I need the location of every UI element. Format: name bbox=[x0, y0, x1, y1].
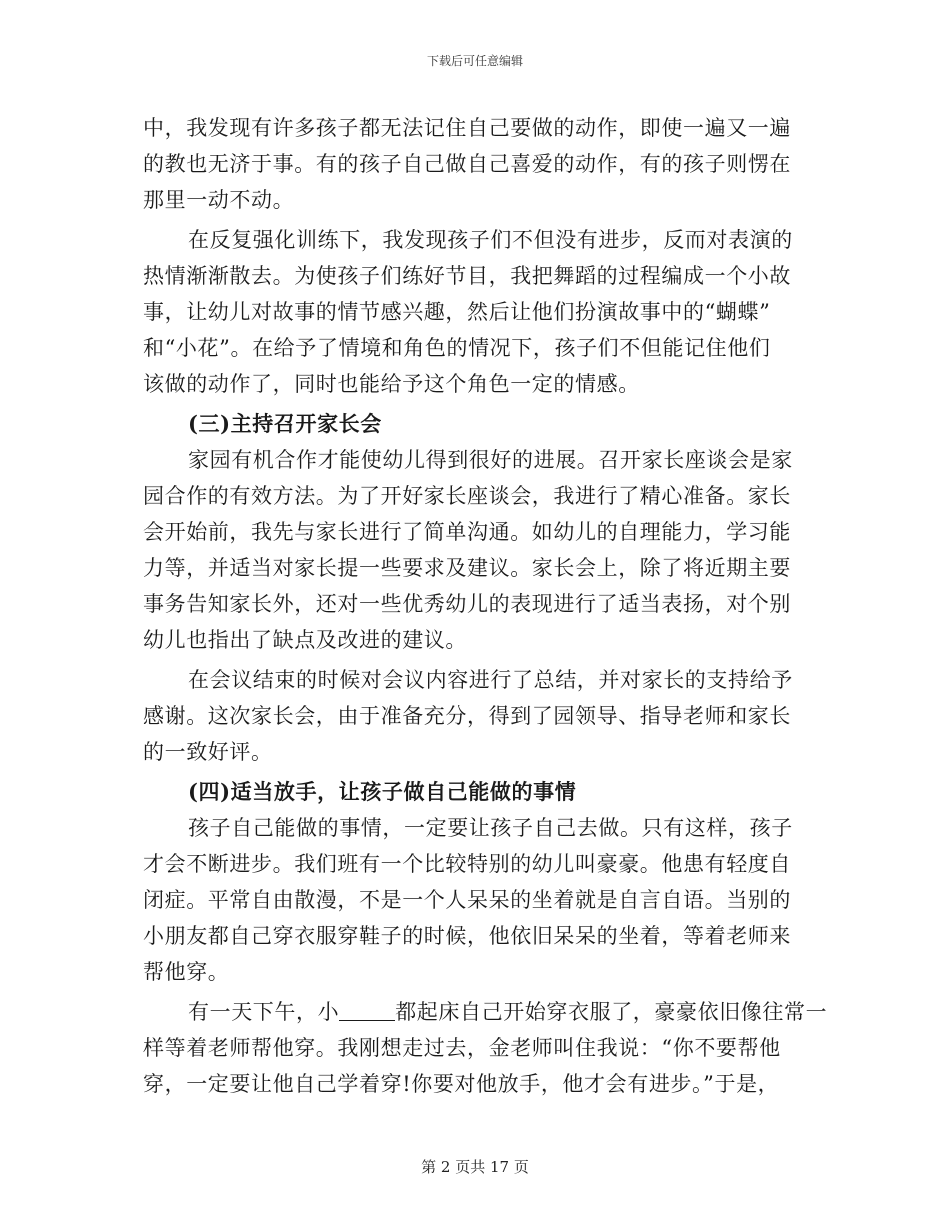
paragraph-first-line: 在会议结束的时候对会议内容进行了总结，并对家长的支持给予 bbox=[188, 668, 793, 692]
section-heading: (三)主持召开家长会 bbox=[188, 411, 382, 436]
text-line: 事务告知家长外，还对一些优秀幼儿的表现进行了适当表扬，对个别 bbox=[143, 592, 791, 616]
name-blank bbox=[339, 998, 395, 1021]
text-line: 那里一动不动。 bbox=[143, 188, 295, 212]
text-line: 中，我发现有许多孩子都无法记住自己要做的动作，即使一遍又一遍 bbox=[143, 116, 791, 140]
text-segment: 有一天下午，小 bbox=[188, 1000, 340, 1024]
text-line: 和“小花”。在给予了情境和角色的情况下，孩子们不但能记住他们 bbox=[143, 336, 771, 360]
page-header: 下载后可任意编辑 bbox=[426, 54, 523, 68]
text-line: 的教也无济于事。有的孩子自己做自己喜爱的动作，有的孩子则愣在 bbox=[143, 152, 791, 176]
text-line: 样等着老师帮他穿。我刚想走过去，金老师叫住我说：“你不要帮他 bbox=[143, 1036, 781, 1060]
text-line: 幼儿也指出了缺点及改进的建议。 bbox=[143, 628, 467, 652]
text-line: 会开始前，我先与家长进行了简单沟通。如幼儿的自理能力，学习能 bbox=[143, 520, 791, 544]
text-line: 力等，并适当对家长提一些要求及建议。家长会上，除了将近期主要 bbox=[143, 556, 791, 580]
section-heading: (四)适当放手，让孩子做自己能做的事情 bbox=[188, 779, 577, 804]
text-segment: 都起床自己开始穿衣服了，豪豪依旧像往常一 bbox=[395, 1000, 828, 1024]
text-line: 穿，一定要让他自己学着穿!你要对他放手，他才会有进步。”于是， bbox=[143, 1072, 780, 1096]
text-line: 热情渐渐散去。为使孩子们练好节目，我把舞蹈的过程编成一个小故 bbox=[143, 264, 791, 288]
document-body bbox=[143, 110, 828, 1102]
text-line: 感谢。这次家长会，由于准备充分，得到了园领导、指导老师和家长 bbox=[143, 704, 791, 728]
paragraph-first-line bbox=[143, 994, 828, 1030]
paragraph-first-line: 在反复强化训练下，我发现孩子们不但没有进步，反而对表演的 bbox=[188, 228, 793, 252]
page-footer: 第 2 页共 17 页 bbox=[421, 1158, 529, 1176]
text-line: 事，让幼儿对故事的情节感兴趣，然后让他们扮演故事中的“蝴蝶” bbox=[143, 300, 771, 324]
paragraph-first-line: 孩子自己能做的事情，一定要让孩子自己去做。只有这样，孩子 bbox=[188, 816, 793, 840]
text-line: 才会不断进步。我们班有一个比较特别的幼儿叫豪豪。他患有轻度自 bbox=[143, 852, 791, 876]
text-line: 的一致好评。 bbox=[143, 740, 273, 764]
paragraph-first-line: 家园有机合作才能使幼儿得到很好的进展。召开家长座谈会是家 bbox=[188, 448, 793, 472]
text-line: 小朋友都自己穿衣服穿鞋子的时候，他依旧呆呆的坐着，等着老师来 bbox=[143, 924, 791, 948]
text-line: 闭症。平常自由散漫，不是一个人呆呆的坐着就是自言自语。当别的 bbox=[143, 888, 791, 912]
text-line: 该做的动作了，同时也能给予这个角色一定的情感。 bbox=[143, 372, 640, 396]
text-line: 帮他穿。 bbox=[143, 960, 230, 984]
text-line: 园合作的有效方法。为了开好家长座谈会，我进行了精心准备。家长 bbox=[143, 484, 791, 508]
